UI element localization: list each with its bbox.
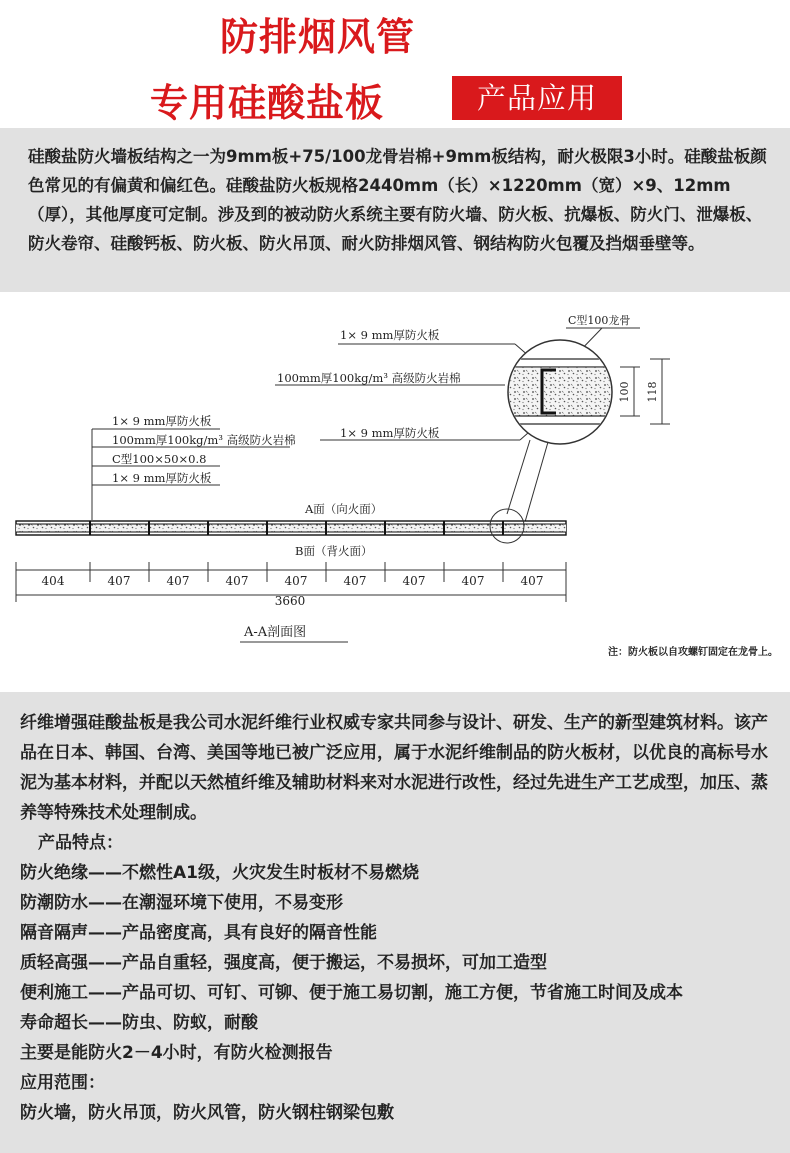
section-title: A-A剖面图: [244, 625, 307, 640]
left-label-2: 100mm厚100kg/m³ 高级防火岩棉: [112, 433, 296, 447]
header: [0, 0, 790, 128]
left-label-4: 1× 9 mm厚防火板: [112, 471, 212, 485]
total-length: 3660: [274, 594, 306, 608]
c-stud-label: C型100龙骨: [568, 314, 631, 327]
product-description: [0, 692, 790, 1153]
title-line-1: 防排烟风管: [219, 15, 415, 59]
features-title: 产品特点：: [38, 833, 123, 853]
feature-item: 便利施工——产品可切、可钉、可铆、便于施工易切割，施工方便，节省施工时间及成本: [20, 983, 683, 1003]
left-label-3: C型100×50×0.8: [112, 452, 207, 466]
wall-section: [16, 509, 566, 543]
feature-item: 防潮防水——在潮湿环境下使用，不易变形: [20, 893, 343, 913]
segment-5: 407: [284, 574, 308, 588]
intro-text: 硅酸盐防火墙板结构之一为9mm板+75/100龙骨岩棉+9mm板结构，耐火极限3小时。硅酸盐板颜色常见的有偏黄和偏红色。硅酸盐防火板规格2440mm（长）×1220mm（宽）×9、12mm（厚），其他厚度可定制。涉及到的被动防火系统主要有防火墙、防火板、抗爆板、防火门、泄爆板、防火卷帘、硅酸钙板、防火板、防火吊顶、耐火防排烟风管、钢结构防火包覆及挡烟垂壁等。: [0, 128, 790, 292]
feature-item: 隔音隔声——产品密度高，具有良好的隔音性能: [20, 923, 377, 943]
top-label-3: 1× 9 mm厚防火板: [340, 426, 440, 440]
description-paragraph: 纤维增强硅酸盐板是我公司水泥纤维行业权威专家共同参与设计、研发、生产的新型建筑材料。该产品在日本、韩国、台湾、美国等地已被广泛应用，属于水泥纤维制品的防火板材，以优良的高标号水泥为基本材料，并配以天然植纤维及辅助材料来对水泥进行改性，经过先进生产工艺成型，加压、蒸养等特殊技术处理制成。: [20, 713, 768, 823]
product-application-badge: 产品应用: [452, 76, 622, 120]
segment-6: 407: [343, 574, 367, 588]
dimension-100: 100: [618, 381, 631, 403]
title-line-2: 专用硅酸盐板: [150, 81, 385, 125]
feature-item: 质轻高强——产品自重轻，强度高，便于搬运，不易损坏，可加工造型: [20, 953, 547, 973]
segment-1: 404: [41, 574, 65, 588]
feature-item: 寿命超长——防虫、防蚁，耐酸: [20, 1013, 258, 1033]
diagram-note: 注：防火板以自攻螺钉固定在龙骨上。: [608, 647, 778, 658]
fire-rating: 主要是能防火2－4小时，有防火检测报告: [20, 1043, 333, 1063]
scope-title: 应用范围：: [20, 1073, 105, 1093]
segment-3: 407: [166, 574, 190, 588]
segment-8: 407: [461, 574, 485, 588]
segment-7: 407: [402, 574, 426, 588]
top-label-2: 100mm厚100kg/m³ 高级防火岩棉: [277, 371, 461, 385]
segment-2: 407: [107, 574, 131, 588]
diagram-svg: [0, 292, 790, 690]
left-label-1: 1× 9 mm厚防火板: [112, 414, 212, 428]
top-label-1: 1× 9 mm厚防火板: [340, 328, 440, 342]
segment-4: 407: [225, 574, 249, 588]
segment-9: 407: [520, 574, 544, 588]
face-a-label: A面（向火面）: [305, 502, 383, 516]
feature-item: 防火绝缘——不燃性A1级，火灾发生时板材不易燃烧: [20, 863, 419, 883]
section-diagram: [0, 292, 790, 690]
scope-list: 防火墙，防火吊顶，防火风管，防火钢柱钢梁包敷: [20, 1103, 394, 1123]
dimension-118: 118: [646, 381, 659, 403]
face-b-label: B面（背火面）: [295, 544, 373, 558]
